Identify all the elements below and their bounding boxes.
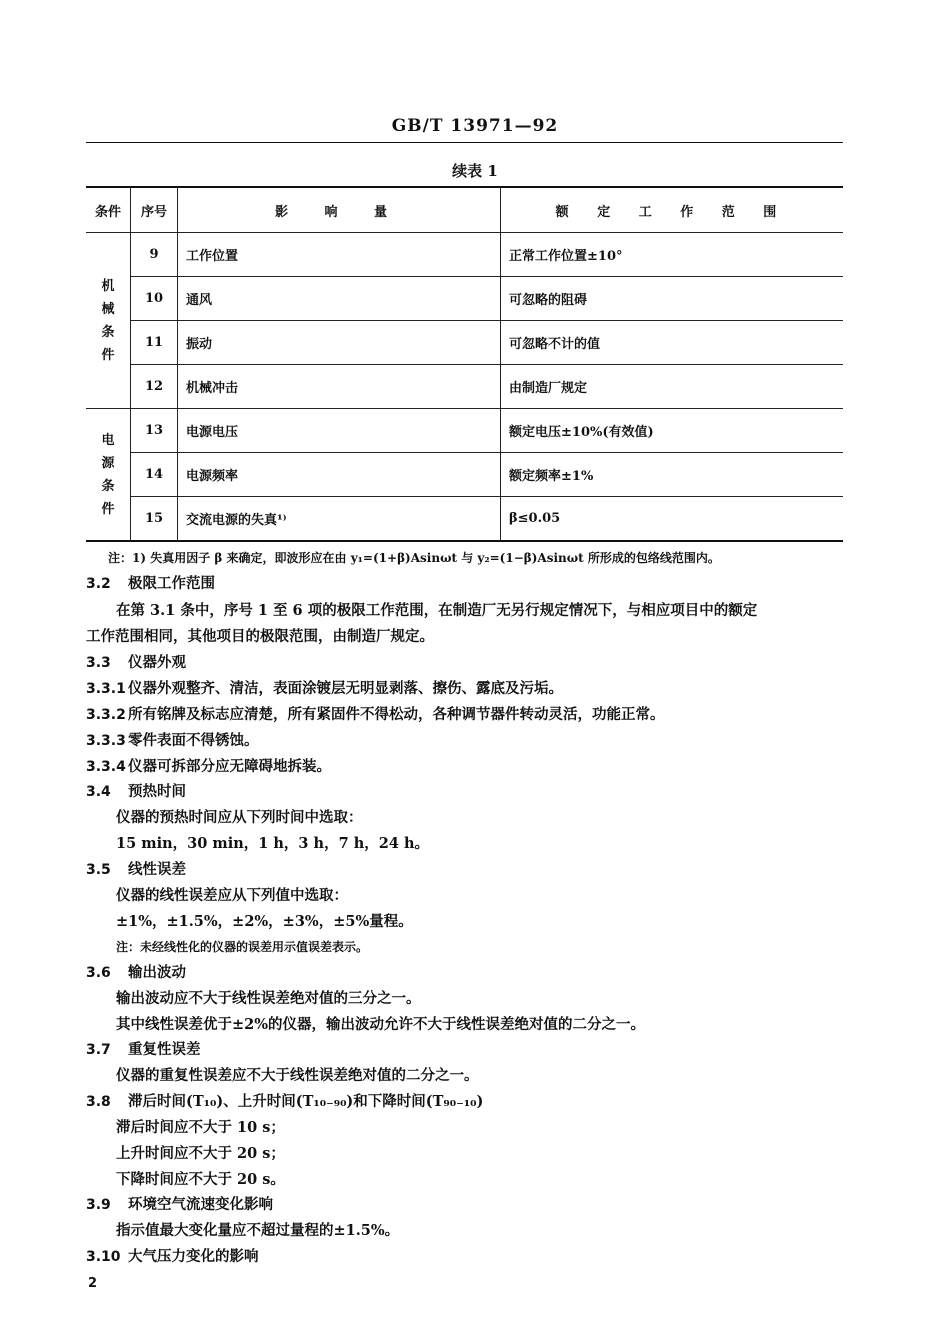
clause-line (86, 729, 259, 750)
paragraph-line: 指示值最大变化量应不超过量程的±1.5%。 (116, 1222, 400, 1239)
section-title: 大气压力变化的影响 (128, 1248, 259, 1265)
paragraph-line: 15 min，30 min，1 h，3 h，7 h，24 h。 (116, 835, 430, 852)
section-number: 3.4 (86, 784, 111, 800)
section-heading (86, 572, 215, 593)
paragraph-line: ±1%，±1.5%，±2%，±3%，±5%量程。 (116, 913, 413, 930)
table-row (86, 497, 843, 542)
paragraph-line: 仪器的重复性误差应不大于线性误差绝对值的二分之一。 (116, 1067, 479, 1084)
row-range: 可忽略不计的值 (501, 321, 844, 365)
section-number: 3.2 (86, 576, 111, 592)
section-number: 3.7 (86, 1042, 111, 1058)
paragraph-line: 下降时间应不大于 20 s。 (116, 1171, 285, 1188)
table-header-row (86, 187, 843, 233)
row-range: 由制造厂规定 (501, 365, 844, 409)
row-influence: 电源频率 (178, 453, 501, 497)
section-number: 3.3.1 (86, 681, 126, 697)
section-heading (86, 1038, 201, 1059)
section-heading (86, 651, 186, 672)
section-number: 3.3 (86, 655, 111, 671)
section-heading (86, 780, 186, 801)
section-number: 3.9 (86, 1197, 111, 1213)
row-no: 14 (131, 453, 178, 497)
header-rule (86, 142, 843, 143)
table-row (86, 365, 843, 409)
paragraph-line: 工作范围相同，其他项目的极限范围，由制造厂规定。 (86, 628, 434, 645)
section-heading (86, 1245, 259, 1266)
clause-line (86, 677, 563, 698)
section-title: 预热时间 (128, 783, 186, 800)
section-number: 3.3.2 (86, 707, 126, 723)
clause-text: 仪器可拆部分应无障碍地拆装。 (128, 758, 331, 775)
section-heading (86, 961, 186, 982)
table-row (86, 453, 843, 497)
table-footnote: 注：1) 失真用因子 β 来确定，即波形应在由 y₁=(1+β)Asinωt 与 y₂=(1−β)Asinωt 所形成的包络线范围内。 (108, 551, 720, 565)
table-title: 续表 1 (452, 162, 498, 180)
clause-text: 所有铭牌及标志应清楚，所有紧固件不得松动，各种调节器件转动灵活，功能正常。 (128, 706, 665, 723)
condition-cell-power (86, 409, 131, 542)
paragraph-line: 仪器的线性误差应从下列值中选取： (116, 887, 348, 904)
section-number: 3.6 (86, 965, 111, 981)
section-heading (86, 1193, 273, 1214)
section-number: 3.3.3 (86, 733, 126, 749)
row-influence: 振动 (178, 321, 501, 365)
paragraph-line: 其中线性误差优于±2%的仪器，输出波动允许不大于线性误差绝对值的二分之一。 (116, 1016, 646, 1033)
table-row (86, 233, 843, 277)
paragraph-line: 上升时间应不大于 20 s； (116, 1145, 285, 1162)
row-range: 正常工作位置±10° (501, 233, 844, 277)
paragraph-line: 输出波动应不大于线性误差绝对值的三分之一。 (116, 990, 421, 1007)
col-header-range: 额 定 工 作 范 围 (501, 187, 844, 233)
section-number: 3.10 (86, 1249, 121, 1265)
row-no: 10 (131, 277, 178, 321)
paragraph-line: 滞后时间应不大于 10 s； (116, 1119, 285, 1136)
col-header-no: 序号 (131, 187, 178, 233)
section-title: 仪器外观 (128, 654, 186, 671)
paragraph-line: 在第 3.1 条中，序号 1 至 6 项的极限工作范围，在制造厂无另行规定情况下，与相应项目中的额定 (116, 602, 758, 619)
standard-number-header: GB/T 13971—92 (391, 116, 559, 136)
section-heading (86, 858, 186, 879)
table-row (86, 277, 843, 321)
row-range: 可忽略的阻碍 (501, 277, 844, 321)
section-title: 环境空气流速变化影响 (128, 1196, 273, 1213)
row-range: β≤0.05 (501, 497, 844, 542)
row-range: 额定电压±10%(有效值) (501, 409, 844, 453)
row-influence: 电源电压 (178, 409, 501, 453)
section-title: 重复性误差 (128, 1041, 201, 1058)
condition-label: 电源条件 (101, 432, 115, 517)
row-influence: 通风 (178, 277, 501, 321)
paragraph-note: 注：未经线性化的仪器的误差用示值误差表示。 (116, 940, 369, 954)
col-header-condition: 条件 (86, 187, 131, 233)
row-no: 9 (131, 233, 178, 277)
section-title: 输出波动 (128, 964, 186, 981)
row-influence: 交流电源的失真¹⁾ (178, 497, 501, 542)
row-no: 12 (131, 365, 178, 409)
condition-label: 机械条件 (101, 278, 115, 363)
section-heading (86, 1090, 483, 1111)
page-number: 2 (88, 1276, 98, 1291)
row-no: 11 (131, 321, 178, 365)
row-influence: 工作位置 (178, 233, 501, 277)
row-no: 13 (131, 409, 178, 453)
row-no: 15 (131, 497, 178, 542)
section-title: 线性误差 (128, 861, 186, 878)
spec-table (86, 186, 843, 542)
table-row (86, 321, 843, 365)
clause-text: 仪器外观整齐、清洁，表面涂镀层无明显剥落、擦伤、露底及污垢。 (128, 680, 563, 697)
row-range: 额定频率±1% (501, 453, 844, 497)
col-header-influence: 影 响 量 (178, 187, 501, 233)
section-number: 3.3.4 (86, 759, 126, 775)
condition-cell-mechanical (86, 233, 131, 409)
clause-line (86, 703, 665, 724)
clause-text: 零件表面不得锈蚀。 (128, 732, 259, 749)
section-number: 3.8 (86, 1094, 111, 1110)
paragraph-line: 仪器的预热时间应从下列时间中选取： (116, 809, 363, 826)
row-influence: 机械冲击 (178, 365, 501, 409)
table-row (86, 409, 843, 453)
clause-line (86, 755, 331, 776)
section-title: 极限工作范围 (128, 575, 215, 592)
section-title: 滞后时间(T₁₀)、上升时间(T₁₀₋₉₀)和下降时间(T₉₀₋₁₀) (128, 1093, 484, 1110)
section-number: 3.5 (86, 862, 111, 878)
